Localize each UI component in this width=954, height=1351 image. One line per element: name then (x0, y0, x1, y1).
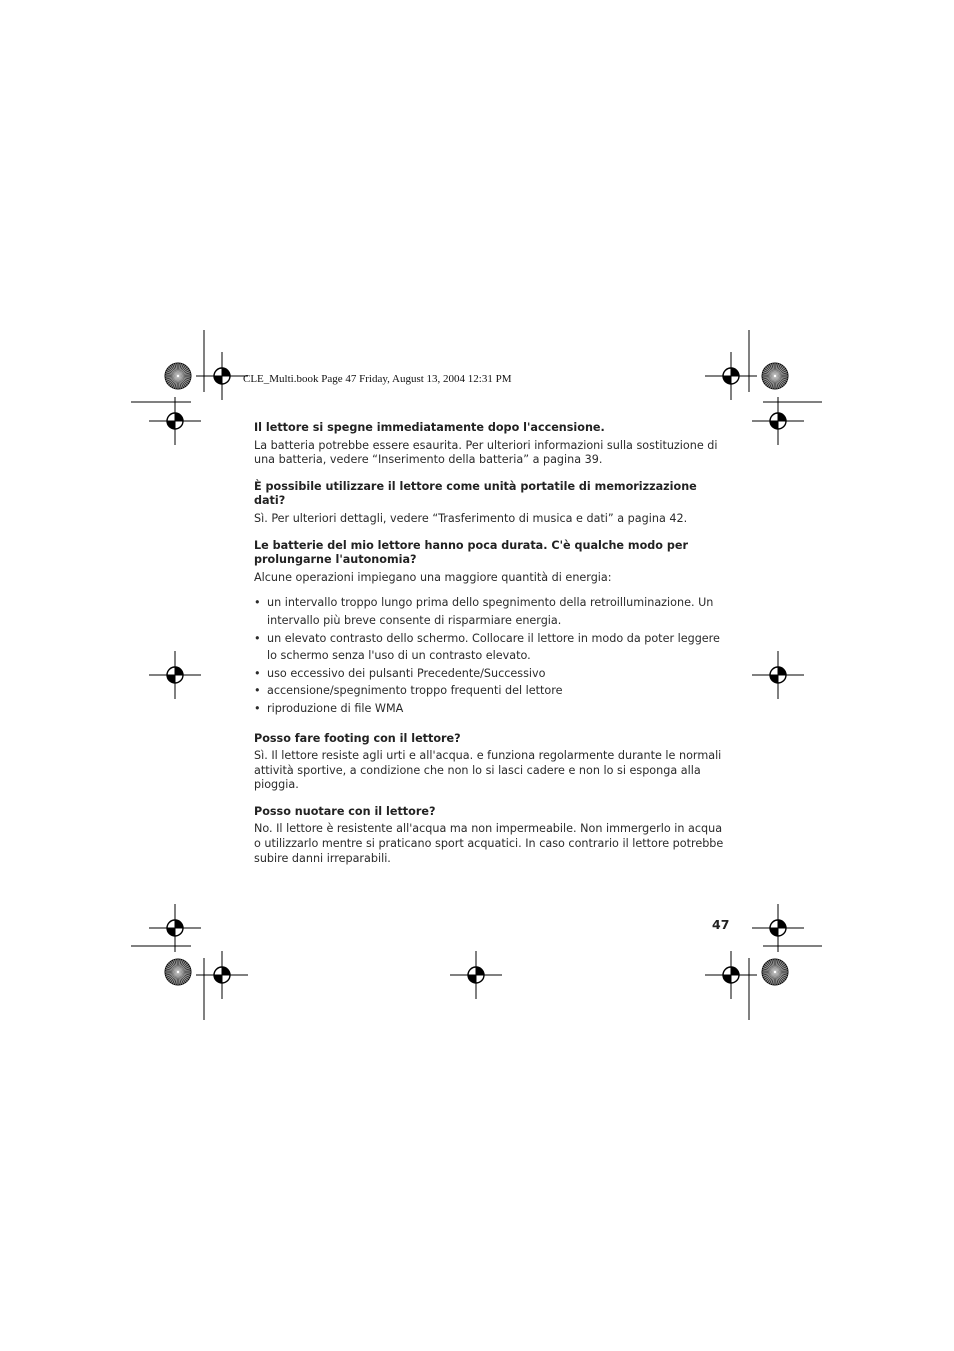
page-number: 47 (712, 917, 730, 932)
faq-question: È possibile utilizzare il lettore come unità portatile di memorizzazione dati? (254, 479, 697, 508)
faq-answer: Sì. Per ulteriori dettagli, vedere “Trasferimento di musica e dati” a pagina 42. (254, 511, 688, 525)
print-slug: CLE_Multi.book Page 47 Friday, August 13, 2004 12:31 PM (243, 373, 512, 385)
bullet-icon: • (254, 684, 261, 698)
list-item-text: riproduzione di file WMA (267, 701, 404, 715)
faq-answer: Sì. Il lettore resiste agli urti e all'acqua. e funziona regolarmente durante le normali attività sportive, a condizione che non lo si lasci cadere e non lo si esponga alla pioggia. (254, 749, 722, 792)
list-item (254, 682, 726, 700)
faq-question: Il lettore si spegne immediatamente dopo l'accensione. (254, 421, 605, 434)
faq-item (254, 539, 726, 718)
registration-mark (450, 951, 502, 999)
registration-mark (752, 397, 804, 445)
faq-question: Le batterie del mio lettore hanno poca durata. C'è qualche modo per prolungarne l'autonomia? (254, 538, 688, 567)
faq-answer: No. Il lettore è resistente all'acqua ma non impermeabile. Non immergerlo in acqua o utilizzarlo mentre si praticano sport acquatici. In caso contrario il lettore potrebbe subire danni irreparabili. (254, 822, 724, 865)
list-item-text: uso eccessivo dei pulsanti Precedente/Successivo (267, 666, 546, 680)
bullet-list (254, 594, 726, 717)
list-item (254, 594, 726, 629)
faq-item (254, 732, 726, 793)
registration-mark (149, 904, 201, 952)
faq-item (254, 480, 726, 527)
registration-mark (752, 651, 804, 699)
bullet-icon: • (254, 701, 261, 715)
list-item (254, 630, 726, 665)
starburst-target-icon (165, 959, 191, 985)
faq-question: Posso fare footing con il lettore? (254, 731, 461, 745)
faq-item (254, 805, 726, 866)
faq-answer: Alcune operazioni impiegano una maggiore quantità di energia: (254, 570, 612, 584)
list-item-text: un elevato contrasto dello schermo. Collocare il lettore in modo da poter leggere lo schermo senza l'uso di un contrasto elevato. (267, 631, 720, 663)
starburst-target-icon (762, 363, 788, 389)
registration-mark (752, 904, 804, 952)
bullet-icon: • (254, 596, 261, 610)
registration-mark (149, 397, 201, 445)
faq-question: Posso nuotare con il lettore? (254, 804, 436, 818)
bullet-icon: • (254, 631, 261, 645)
faq-answer: La batteria potrebbe essere esaurita. Per ulteriori informazioni sulla sostituzione di una batteria, vedere “Inserimento della batteria” a pagina 39. (254, 438, 718, 467)
faq-item (254, 421, 726, 468)
list-item (254, 665, 726, 683)
list-item-text: un intervallo troppo lungo prima dello spegnimento della retroilluminazione. Un intervallo più breve consente di risparmiare energia. (267, 596, 714, 627)
bullet-icon: • (254, 666, 261, 680)
list-item-text: accensione/spegnimento troppo frequenti del lettore (267, 684, 563, 698)
faq-content (254, 421, 726, 878)
list-item (254, 700, 726, 718)
starburst-target-icon (762, 959, 788, 985)
registration-mark (149, 651, 201, 699)
starburst-target-icon (165, 363, 191, 389)
